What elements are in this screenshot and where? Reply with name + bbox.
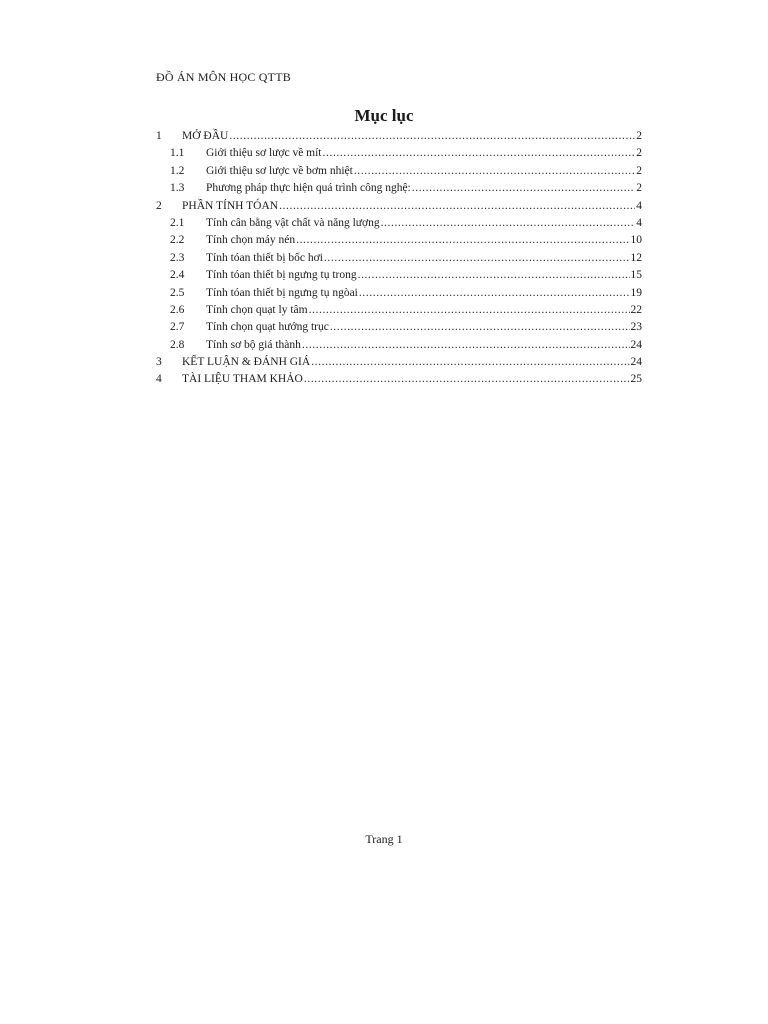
toc-entry-label: Giới thiệu sơ lược về bơm nhiệt <box>206 164 353 177</box>
toc-entry-2-5[interactable] <box>156 285 642 302</box>
toc-entry-page: 2 <box>636 182 642 195</box>
page-number: Trang 1 <box>365 832 403 846</box>
toc-entry-number: 2.3 <box>170 251 185 264</box>
toc-entry-page: 22 <box>630 303 642 316</box>
toc-dot-leader <box>412 180 636 197</box>
toc-dot-leader <box>229 128 635 145</box>
toc-entry-label: PHẦN TÍNH TÓAN <box>182 199 279 212</box>
toc-entry-label: Giới thiệu sơ lược về mít <box>206 147 322 160</box>
toc-dot-leader <box>324 250 630 267</box>
toc-entry-number: 1.1 <box>170 147 185 160</box>
toc-entry-number: 2.4 <box>170 269 185 282</box>
toc-entry-4[interactable] <box>156 371 642 388</box>
toc-entry-1-1[interactable] <box>156 145 642 162</box>
toc-entry-page: 12 <box>630 251 642 264</box>
toc-entry-3[interactable] <box>156 354 642 371</box>
toc-entry-number: 1 <box>156 130 162 142</box>
toc-dot-leader <box>311 354 629 371</box>
toc-entry-number: 4 <box>156 373 162 386</box>
toc-entry-page: 19 <box>630 286 642 299</box>
toc-entry-page: 24 <box>630 338 642 351</box>
toc-entry-2-4[interactable] <box>156 267 642 284</box>
toc-entry-page: 10 <box>630 234 642 247</box>
toc-entry-page: 2 <box>636 164 642 177</box>
table-of-contents <box>156 128 642 389</box>
toc-entry-label: Tính sơ bộ giá thành <box>206 338 301 351</box>
toc-dot-leader <box>358 267 630 284</box>
toc-entry-page: 4 <box>636 199 642 212</box>
toc-entry-label: Tính chọn máy nén <box>206 234 296 247</box>
toc-dot-leader <box>330 319 630 336</box>
toc-entry-2[interactable] <box>156 198 642 215</box>
toc-entry-number: 2.1 <box>170 216 185 229</box>
toc-entry-label: Tính tóan thiết bị bốc hơi <box>206 251 323 264</box>
toc-entry-2-8[interactable] <box>156 337 642 354</box>
toc-entry-page: 23 <box>630 321 642 334</box>
toc-entry-label: Tính tóan thiết bị ngưng tụ ngòai <box>206 286 358 299</box>
toc-dot-leader <box>304 371 630 388</box>
toc-dot-leader <box>279 198 635 215</box>
toc-entry-page: 2 <box>636 130 642 142</box>
toc-dot-leader <box>323 145 636 162</box>
toc-entry-number: 1.2 <box>170 164 185 177</box>
toc-entry-label: MỞ ĐẦU <box>182 130 229 142</box>
toc-entry-label: Tính cân bằng vật chất và năng lượng <box>206 216 380 229</box>
document-header: ĐỒ ÁN MÔN HỌC QTTB <box>156 70 291 84</box>
toc-entry-2-2[interactable] <box>156 232 642 249</box>
toc-entry-page: 2 <box>636 147 642 160</box>
toc-entry-1[interactable] <box>156 128 642 145</box>
toc-entry-label: Tính chọn quạt hướng trục <box>206 321 329 334</box>
toc-entry-number: 2.8 <box>170 338 185 351</box>
toc-entry-number: 2.6 <box>170 303 185 316</box>
toc-entry-number: 2 <box>156 199 162 212</box>
toc-entry-page: 4 <box>636 216 642 229</box>
toc-dot-leader <box>359 285 630 302</box>
toc-entry-number: 2.5 <box>170 286 185 299</box>
toc-entry-2-1[interactable] <box>156 215 642 232</box>
toc-title: Mục lục <box>354 106 414 125</box>
toc-entry-1-2[interactable] <box>156 163 642 180</box>
toc-entry-number: 2.2 <box>170 234 185 247</box>
toc-entry-number: 2.7 <box>170 321 185 334</box>
toc-entry-page: 25 <box>630 373 642 386</box>
toc-entry-page: 24 <box>630 356 642 369</box>
toc-dot-leader <box>296 232 629 249</box>
toc-entry-number: 1.3 <box>170 182 185 195</box>
toc-entry-label: Tính tóan thiết bị ngưng tụ trong <box>206 269 357 282</box>
toc-dot-leader <box>302 337 630 354</box>
toc-entry-2-6[interactable] <box>156 302 642 319</box>
toc-entry-2-7[interactable] <box>156 319 642 336</box>
toc-entry-label: Tính chọn quạt ly tâm <box>206 303 308 316</box>
toc-entry-1-3[interactable] <box>156 180 642 197</box>
toc-dot-leader <box>354 163 635 180</box>
toc-entry-2-3[interactable] <box>156 250 642 267</box>
toc-dot-leader <box>309 302 630 319</box>
toc-entry-number: 3 <box>156 356 162 369</box>
toc-entry-page: 15 <box>630 269 642 282</box>
toc-dot-leader <box>381 215 636 232</box>
toc-entry-label: TÀI LIỆU THAM KHẢO <box>182 373 303 386</box>
toc-entry-label: KẾT LUẬN & ĐÁNH GIÁ <box>182 356 311 369</box>
toc-entry-label: Phương pháp thực hiện quá trình công nghệ: <box>206 182 411 195</box>
